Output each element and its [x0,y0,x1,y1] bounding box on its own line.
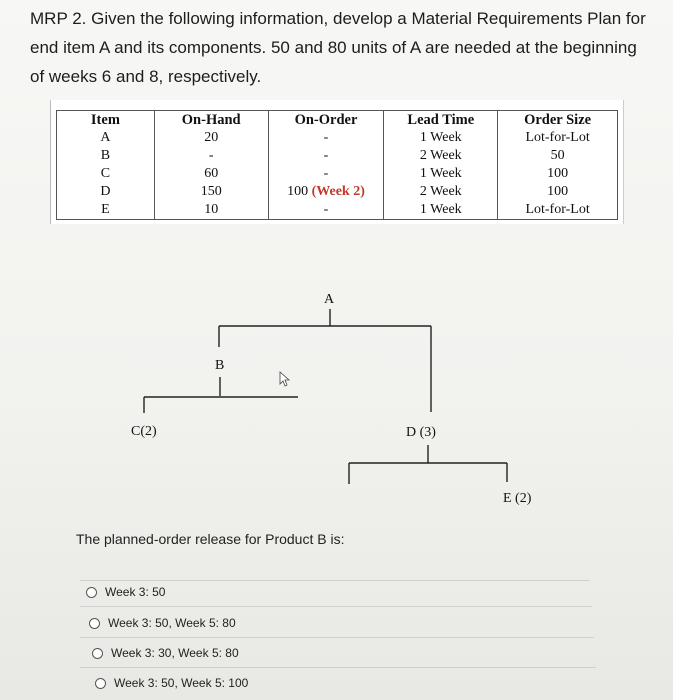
on-order-qty: - [323,166,329,181]
cell-lead-time: 1 Week [384,165,498,183]
answer-option-2[interactable] [89,616,236,630]
cell-lead-time: 2 Week [384,147,498,165]
divider [80,606,592,607]
cell-on-hand: - [154,147,268,165]
node-e-label: E (2) [503,491,532,506]
answer-option-label: Week 3: 50, Week 5: 80 [108,616,236,630]
cell-lead-time: 1 Week [384,129,498,147]
answer-option-label: Week 3: 30, Week 5: 80 [111,646,239,660]
divider [80,667,596,668]
cell-on-hand: 150 [154,183,268,201]
header-lead-time: Lead Time [384,111,498,130]
on-order-week: (Week 2) [311,184,365,199]
question-prompt: The planned-order release for Product B is: [76,531,345,547]
answer-option-label: Week 3: 50 [105,585,166,599]
answer-option-3[interactable] [92,646,239,660]
cell-on-hand: 10 [154,201,268,220]
on-order-qty: - [323,202,329,217]
header-on-order: On-Order [268,111,384,130]
question-text: MRP 2. Given the following information, develop a Material Requirements Plan for end item A and its components. 50 and 80 units of A are needed at the beginning of weeks 6 and 8, respectively. [30,9,646,86]
on-order-qty: - [323,148,329,163]
on-order-qty: 100 [287,184,309,199]
cell-order-size: Lot-for-Lot [498,129,618,147]
header-order-size: Order Size [498,111,618,130]
node-b-label: B [215,358,225,373]
on-order-qty: - [323,130,329,145]
cell-item: B [57,147,155,165]
cell-item: A [57,129,155,147]
cell-on-hand: 60 [154,165,268,183]
cell-order-size: 100 [498,183,618,201]
cell-item: C [57,165,155,183]
answer-option-1[interactable] [86,585,165,599]
divider [80,580,590,581]
radio-button-icon[interactable] [92,648,103,659]
cell-order-size: 100 [498,165,618,183]
node-a-label: A [324,292,335,307]
divider [80,637,594,638]
mouse-cursor-icon [280,372,289,386]
answer-option-4[interactable] [95,676,248,690]
cell-order-size: 50 [498,147,618,165]
cell-on-hand: 20 [154,129,268,147]
node-d-label: D (3) [406,425,436,440]
cell-item: E [57,201,155,220]
radio-button-icon[interactable] [89,618,100,629]
radio-button-icon[interactable] [86,587,97,598]
cell-lead-time: 2 Week [384,183,498,201]
cell-order-size: Lot-for-Lot [498,201,618,220]
header-item: Item [57,111,155,130]
cell-item: D [57,183,155,201]
node-c-label: C(2) [131,424,157,439]
header-on-hand: On-Hand [154,111,268,130]
cell-lead-time: 1 Week [384,201,498,220]
answer-option-label: Week 3: 50, Week 5: 100 [114,676,249,690]
radio-button-icon[interactable] [95,678,106,689]
